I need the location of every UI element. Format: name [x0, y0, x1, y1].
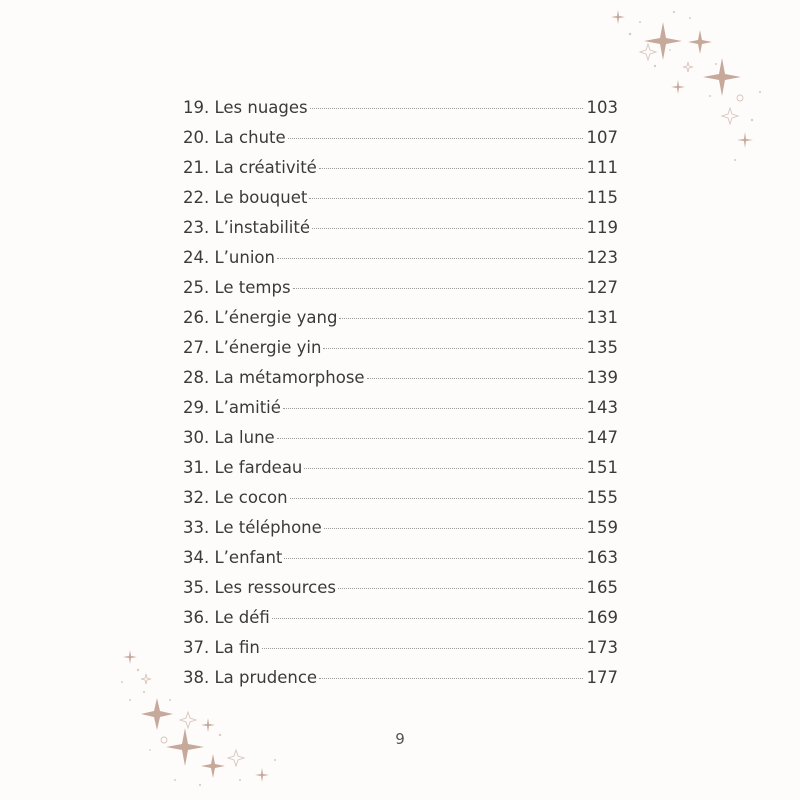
toc-entry — [183, 213, 618, 243]
toc-entry-page-number: 173 — [586, 638, 618, 657]
toc-entry-title: 24. L’union — [183, 248, 275, 267]
dot-leader — [284, 558, 582, 559]
dot-leader — [309, 198, 582, 199]
toc-entry — [183, 363, 618, 393]
toc-entry — [183, 423, 618, 453]
dot-leader — [312, 228, 583, 229]
page-number: 9 — [395, 730, 405, 748]
toc-entry — [183, 663, 618, 693]
toc-entry-page-number: 155 — [586, 488, 618, 507]
dot-leader — [304, 468, 582, 469]
dot-leader — [324, 528, 583, 529]
dot-leader — [319, 678, 582, 679]
toc-entry — [183, 93, 618, 123]
toc-entry-page-number: 177 — [586, 668, 618, 687]
toc-entry-page-number: 169 — [586, 608, 618, 627]
dot-leader — [319, 168, 583, 169]
toc-entry-page-number: 103 — [586, 98, 618, 117]
dot-leader — [277, 438, 583, 439]
table-of-contents — [183, 93, 618, 693]
toc-entry-page-number: 127 — [586, 278, 618, 297]
dot-leader — [339, 318, 582, 319]
toc-entry — [183, 123, 618, 153]
toc-entry-title: 26. L’énergie yang — [183, 308, 338, 327]
toc-entry-title: 34. L’enfant — [183, 548, 283, 567]
dot-leader — [323, 348, 582, 349]
toc-entry-page-number: 159 — [586, 518, 618, 537]
toc-entry-page-number: 115 — [586, 188, 618, 207]
sparkle-star-icon — [611, 10, 753, 148]
toc-entry-page-number: 163 — [586, 548, 618, 567]
toc-entry-page-number: 165 — [586, 578, 618, 597]
toc-entry-title: 32. Le cocon — [183, 488, 288, 507]
toc-entry-page-number: 131 — [586, 308, 618, 327]
toc-entry-page-number: 139 — [586, 368, 618, 387]
toc-entry — [183, 303, 618, 333]
toc-entry-title: 31. Le fardeau — [183, 458, 303, 477]
toc-entry-page-number: 123 — [586, 248, 618, 267]
dot-leader — [277, 258, 583, 259]
toc-entry-title: 33. Le téléphone — [183, 518, 322, 537]
toc-entry — [183, 333, 618, 363]
toc-entry — [183, 273, 618, 303]
toc-entry-page-number: 111 — [586, 158, 618, 177]
toc-entry-title: 30. La lune — [183, 428, 275, 447]
dot-leader — [272, 618, 583, 619]
toc-entry — [183, 543, 618, 573]
dot-leader — [338, 588, 583, 589]
toc-entry — [183, 603, 618, 633]
toc-entry-title: 21. La créativité — [183, 158, 317, 177]
toc-entry-title: 20. La chute — [183, 128, 286, 147]
toc-entry-page-number: 147 — [586, 428, 618, 447]
toc-entry — [183, 153, 618, 183]
toc-entry-title: 28. La métamorphose — [183, 368, 365, 387]
dot-leader — [283, 408, 583, 409]
toc-entry-title: 38. La prudence — [183, 668, 318, 687]
toc-entry-title: 19. Les nuages — [183, 98, 308, 117]
sparkle-dots — [629, 11, 761, 161]
toc-entry-page-number: 107 — [586, 128, 618, 147]
toc-entry-page-number: 151 — [586, 458, 618, 477]
toc-entry-page-number: 119 — [586, 218, 618, 237]
toc-entry-title: 23. L’instabilité — [183, 218, 310, 237]
toc-entry-page-number: 143 — [586, 398, 618, 417]
toc-entry — [183, 573, 618, 603]
toc-entry-page-number: 135 — [586, 338, 618, 357]
toc-entry — [183, 243, 618, 273]
toc-entry-title: 25. Le temps — [183, 278, 291, 297]
toc-entry — [183, 633, 618, 663]
toc-entry-title: 36. Le défi — [183, 608, 270, 627]
dot-leader — [310, 108, 583, 109]
dot-leader — [262, 648, 583, 649]
toc-entry — [183, 393, 618, 423]
dot-leader — [288, 138, 583, 139]
toc-entry — [183, 183, 618, 213]
toc-entry — [183, 483, 618, 513]
dot-leader — [293, 288, 583, 289]
toc-entry-title: 37. La fin — [183, 638, 260, 657]
toc-entry-title: 27. L’énergie yin — [183, 338, 322, 357]
dot-leader — [367, 378, 583, 379]
sparkle-outline-icon — [640, 44, 743, 124]
toc-entry-title: 35. Les ressources — [183, 578, 336, 597]
toc-entry — [183, 513, 618, 543]
toc-entry — [183, 453, 618, 483]
dot-leader — [290, 498, 583, 499]
toc-entry-title: 22. Le bouquet — [183, 188, 308, 207]
toc-entry-title: 29. L’amitié — [183, 398, 281, 417]
